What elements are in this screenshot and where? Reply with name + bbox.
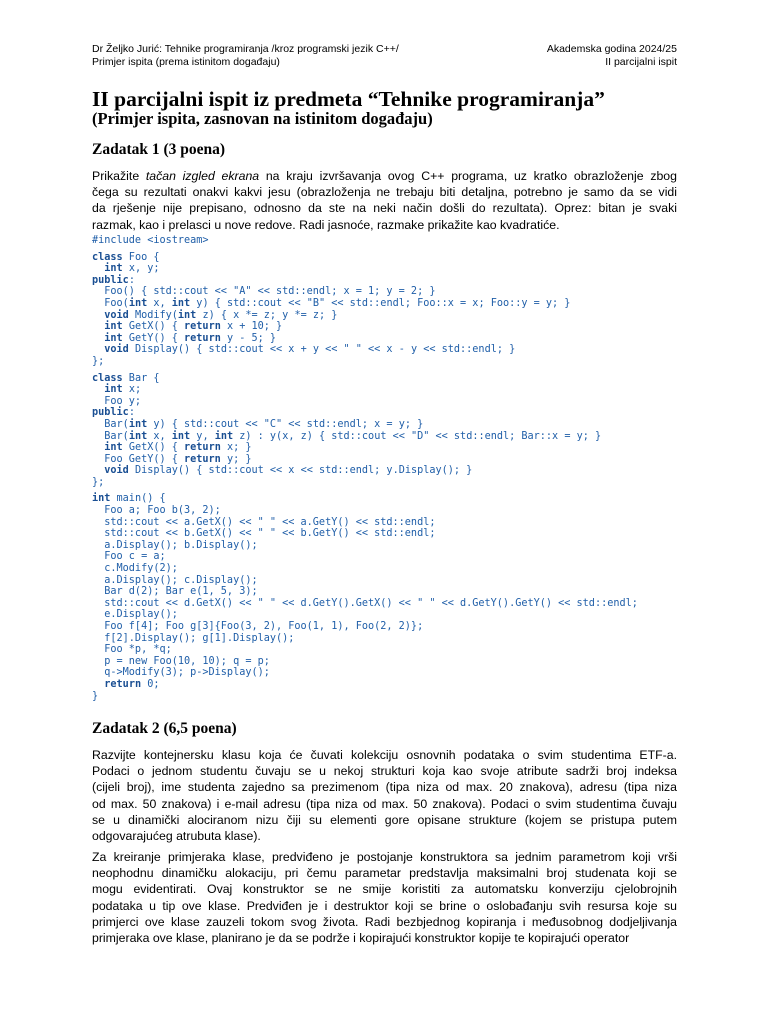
code-line: c.Modify(2); bbox=[92, 563, 178, 575]
code-line: return 0; bbox=[104, 678, 160, 690]
task1-heading: Zadatak 1 (3 poena) bbox=[92, 141, 226, 158]
code-line: f[2].Display(); g[1].Display(); bbox=[92, 632, 295, 644]
code-line: class Bar { bbox=[92, 372, 160, 384]
code-line: a.Display(); c.Display(); bbox=[92, 574, 258, 586]
text-segment: Prikažite bbox=[92, 169, 146, 183]
header-author-course: Dr Željko Jurić: Tehnike programiranja /kroz programski jezik C++/ bbox=[92, 43, 399, 55]
code-line: Foo f[4]; Foo g[3]{Foo(3, 2), Foo(1, 1), Foo(2, 2)}; bbox=[92, 621, 424, 632]
text-line: neophodnu dinamičku alokaciju, pri čemu parametar predstavlja maksimalni broj studenata koji se bbox=[92, 866, 677, 881]
text-line: (cijeli broj), ime studenta zajedno sa prezimenom (tipa niza od max. 20 znakova), adresu (tipa niza bbox=[92, 780, 677, 795]
header-right bbox=[547, 43, 677, 69]
code-line: }; bbox=[92, 476, 105, 488]
code-line: void Display() { std::cout << x << std::endl; y.Display(); } bbox=[104, 465, 473, 477]
text-line: podataka u tip ove klase. Predviđen je i destruktor koji se brine o oslobađanju svih resursa koje su bbox=[92, 898, 677, 913]
code-line: std::cout << d.GetX() << " " << d.GetY().GetX() << " " << d.GetY().GetY() << std::endl; bbox=[92, 597, 638, 609]
document-subtitle: (Primjer ispita, zasnovan na istinitom događaju) bbox=[92, 109, 433, 128]
task2-paragraph-2 bbox=[92, 849, 677, 946]
text-line bbox=[92, 168, 677, 184]
code-line: a.Display(); b.Display(); bbox=[92, 539, 258, 551]
code-line: public: bbox=[92, 407, 135, 419]
code-line: class Foo { bbox=[92, 251, 160, 263]
text-line: odgovarajućeg atrubuta klase). bbox=[92, 829, 261, 844]
text-line: Podaci o jednom studentu čuvaju se u nekoj strukturi koja kao svoje atribute sadrži broj indeksa bbox=[92, 764, 677, 779]
code-line: void Modify(int z) { x *= z; y *= z; } bbox=[104, 309, 338, 321]
page-header bbox=[92, 43, 677, 69]
task1-text bbox=[92, 168, 677, 233]
code-line: Foo y; bbox=[92, 395, 142, 407]
code-line: int main() { bbox=[92, 493, 166, 505]
header-exam-example: Primjer ispita (prema istinitom događaju) bbox=[92, 56, 280, 68]
code-line: int x, y; bbox=[104, 263, 160, 275]
text-line: od max. 50 znakova) i e-mail adresu (tipa niza od max. 50 znakova). Podaci o svim studentima čuvaju bbox=[92, 796, 677, 811]
text-segment: na kraju izvršavanja ovog C++ programa, uz kratko obrazloženje zbog bbox=[259, 169, 677, 183]
text-line bbox=[92, 217, 677, 233]
code-line: Foo GetY() { return y; } bbox=[92, 453, 252, 465]
code-line: p = new Foo(10, 10); q = p; bbox=[92, 655, 270, 667]
header-left bbox=[92, 43, 399, 69]
text-line: Za kreiranje primjeraka klase, predviđeno je postojanje konstruktora sa jednim parametrom koji vrši bbox=[92, 850, 677, 864]
text-line: mogu evidentirati. Ovaj konstruktor se ne smije koristiti za automatsku konverziju cjelobrojnih bbox=[92, 882, 677, 897]
code-line: int GetX() { return x + 10; } bbox=[104, 321, 283, 333]
document-page bbox=[92, 43, 677, 946]
task2-heading: Zadatak 2 (6,5 poena) bbox=[92, 720, 237, 737]
task2-paragraph-1 bbox=[92, 747, 677, 844]
code-line: public: bbox=[92, 274, 135, 286]
code-line: #include <iostream> bbox=[92, 235, 209, 246]
text-segment: čega su rezultati onakvi kakvi jesu (obrazloženja ne trebaju biti detaljna, potrebno je samo da se vidi bbox=[92, 185, 677, 200]
text-line bbox=[92, 184, 677, 200]
code-line: int GetY() { return y - 5; } bbox=[104, 332, 277, 344]
code-listing bbox=[92, 235, 677, 702]
code-line: q->Modify(3); p->Display(); bbox=[92, 667, 270, 679]
text-line: se u dinamički alociranom nizu čiji su elementi gore opisane strukture (kojem se pristupa putem bbox=[92, 812, 677, 827]
text-line bbox=[92, 200, 677, 216]
text-segment: razmak, kao i prelasci u nove redove. Radi jasnoće, razmake prikažite kao kvadratiće. bbox=[92, 217, 560, 232]
text-line: Razvijte kontejnersku klasu koja će čuvati kolekciju osnovnih podataka o svim studentima ETF-a. bbox=[92, 748, 677, 762]
code-line: Bar d(2); Bar e(1, 5, 3); bbox=[92, 586, 258, 598]
header-exam-name: II parcijalni ispit bbox=[605, 56, 677, 68]
code-line: int x; bbox=[104, 384, 142, 396]
header-academic-year: Akademska godina 2024/25 bbox=[546, 43, 677, 55]
code-line: Foo(int x, int y) { std::cout << "B" << std::endl; Foo::x = x; Foo::y = y; } bbox=[92, 297, 571, 309]
code-line: std::cout << b.GetX() << " " << b.GetY() << std::endl; bbox=[92, 528, 436, 540]
text-line: primjerci ove klase zauzeli tokom svog života. Radi bezbjednog kopiranja i međusobnog dodjeljivanja bbox=[92, 914, 677, 929]
emphasized-text: tačan izgled ekrana bbox=[145, 169, 260, 183]
text-segment: da rješenje nije prepisano, odnosno da ste na neki način došli do rezultata). Oprez: bitan je svaki bbox=[92, 201, 677, 216]
code-line: e.Display(); bbox=[92, 609, 178, 621]
document-title: II parcijalni ispit iz predmeta “Tehnike programiranja” bbox=[92, 87, 605, 111]
code-line: Foo *p, *q; bbox=[92, 644, 172, 656]
text-line: primjeraka ove klase, planirano je da se podrže i kopirajući konstruktor kopije te kopirajući operator bbox=[92, 931, 630, 946]
code-line: Foo c = a; bbox=[92, 551, 166, 563]
code-line: int GetX() { return x; } bbox=[104, 442, 252, 454]
code-line: Bar(int y) { std::cout << "C" << std::endl; x = y; } bbox=[92, 418, 424, 430]
code-line: Foo a; Foo b(3, 2); bbox=[92, 505, 221, 517]
code-line: Foo() { std::cout << "A" << std::endl; x = 1; y = 2; } bbox=[92, 286, 436, 298]
code-line: }; bbox=[92, 355, 105, 367]
code-line: Bar(int x, int y, int z) : y(x, z) { std::cout << "D" << std::endl; Bar::x = y; } bbox=[92, 430, 602, 442]
code-line: std::cout << a.GetX() << " " << a.GetY() << std::endl; bbox=[92, 516, 436, 528]
code-line: } bbox=[92, 690, 99, 702]
code-line: void Display() { std::cout << x + y << " " << x - y << std::endl; } bbox=[104, 344, 516, 356]
